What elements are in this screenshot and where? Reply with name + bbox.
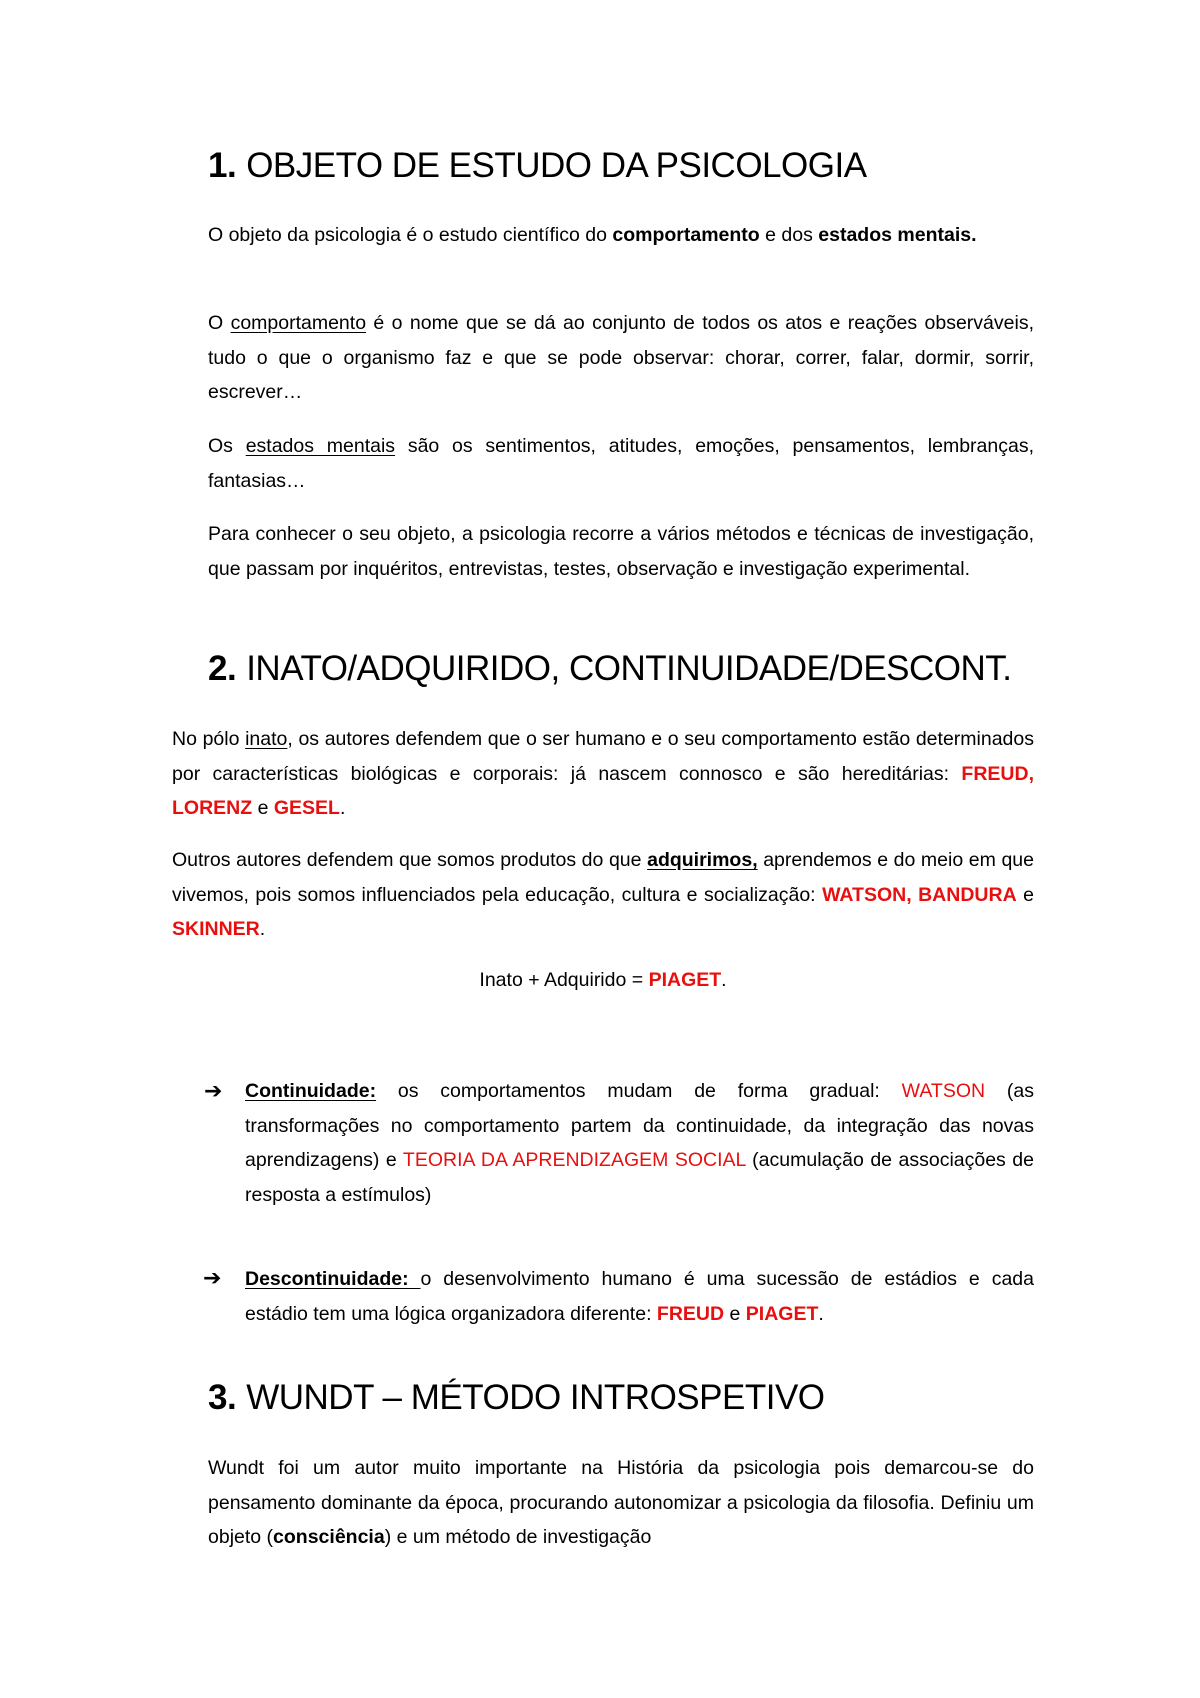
text-run: Outros autores defendem que somos produtos do que (172, 849, 648, 871)
section-1-paragraph-4 (208, 517, 1034, 586)
theory-name: TEORIA DA APRENDIZAGEM SOCIAL (402, 1149, 746, 1171)
section-2-paragraph-1 (172, 722, 1034, 826)
bold-term: estados mentais. (818, 224, 977, 246)
section-1-paragraph-2 (208, 306, 1034, 410)
author-name: PIAGET (745, 1302, 819, 1325)
descontinuidade-bullet (245, 1262, 1034, 1331)
text-run: e (1016, 883, 1035, 906)
inato-adquirido-formula (172, 963, 1034, 998)
underlined-term: estados mentais (245, 435, 396, 457)
bullet-label: Descontinuidade: (245, 1268, 421, 1290)
text-run: Para conhecer o seu objeto, a psicologia recorre a vários métodos e técnicas de investigação, que passam por inquéritos, entrevistas, testes, observação e investigação experimental. (208, 523, 1034, 580)
text-run: . (339, 797, 346, 819)
bold-term: comportamento (612, 224, 760, 246)
text-run: . (818, 1302, 824, 1325)
underlined-term: inato (245, 728, 288, 750)
underlined-term: comportamento (230, 312, 367, 334)
arrow-bullet-icon: ➔ (204, 1078, 223, 1103)
text-run: . (259, 918, 266, 940)
author-name: WATSON (901, 1080, 986, 1102)
section-number: 2. (208, 649, 237, 688)
bold-term: consciência (273, 1526, 385, 1548)
text-run: Wundt foi um autor muito importante na História da psicologia pois demarcou-se do pensamento dominante da época, procurando autonomizar a psicologia da filosofia. Definiu um objeto ( (208, 1457, 1034, 1548)
author-name: SKINNER (172, 918, 260, 940)
text-run: são os sentimentos, atitudes, emoções, pensamentos, lembranças, fantasias… (208, 435, 1035, 492)
author-names: WATSON, BANDURA (822, 883, 1017, 906)
text-run: . (721, 969, 727, 991)
arrow-bullet-icon: ➔ (203, 1265, 222, 1290)
section-number: 1. (208, 146, 237, 185)
text-run: No pólo (172, 728, 246, 750)
text-run: O (208, 312, 231, 334)
text-run: e dos (759, 224, 819, 246)
underlined-term: adquirimos, (647, 849, 758, 871)
text-run: (as transformações no comportamento partem da continuidade, da integração das novas aprendizagens) e (245, 1080, 1035, 1171)
text-run: é o nome que se dá ao conjunto de todos os atos e reações observáveis, tudo o que o organismo faz e que se pode observar: chorar, correr, falar, dormir, sorrir, escrever… (208, 312, 1034, 403)
section-title: OBJETO DE ESTUDO DA PSICOLOGIA (246, 146, 867, 185)
section-3-paragraph-1 (208, 1451, 1034, 1555)
text-run: e (724, 1302, 746, 1325)
continuidade-bullet (245, 1074, 1034, 1212)
text-run: , os autores defendem que o ser humano e o seu comportamento estão determinados por características biológicas e corporais: já nascem connosco e são hereditárias: (172, 728, 1034, 785)
text-run: O objeto da psicologia é o estudo científico do (208, 224, 613, 246)
text-run: os comportamentos mudam de forma gradual: (376, 1080, 902, 1102)
section-2-heading (208, 649, 1012, 689)
section-number: 3. (208, 1378, 237, 1417)
text-run: e (252, 797, 274, 819)
author-name: PIAGET (648, 969, 722, 991)
text-run: o desenvolvimento humano é uma sucessão de estádios e cada estádio tem uma lógica organizadora diferente: (245, 1268, 1034, 1325)
text-run: ) e um método de investigação (384, 1526, 652, 1548)
author-names: FREUD, LORENZ (172, 762, 1034, 819)
text-run: (acumulação de associações de resposta a estímulos) (245, 1149, 1034, 1206)
text-run: aprendemos e do meio em que vivemos, pois somos influenciados pela educação, cultura e socialização: (172, 849, 1034, 906)
section-3-heading (208, 1378, 825, 1418)
text-run: Os (208, 435, 246, 457)
section-1-paragraph-3 (208, 429, 1034, 498)
section-1-paragraph-1 (208, 218, 1034, 253)
author-name: FREUD (656, 1302, 725, 1325)
section-title: INATO/ADQUIRIDO, CONTINUIDADE/DESCONT. (246, 649, 1012, 688)
section-2-paragraph-2 (172, 843, 1034, 947)
section-1-heading (208, 146, 867, 186)
text-run: Inato + Adquirido = (479, 969, 649, 991)
section-title: WUNDT – MÉTODO INTROSPETIVO (246, 1378, 825, 1417)
author-name: GESEL (273, 797, 340, 819)
bullet-label: Continuidade: (245, 1080, 377, 1102)
